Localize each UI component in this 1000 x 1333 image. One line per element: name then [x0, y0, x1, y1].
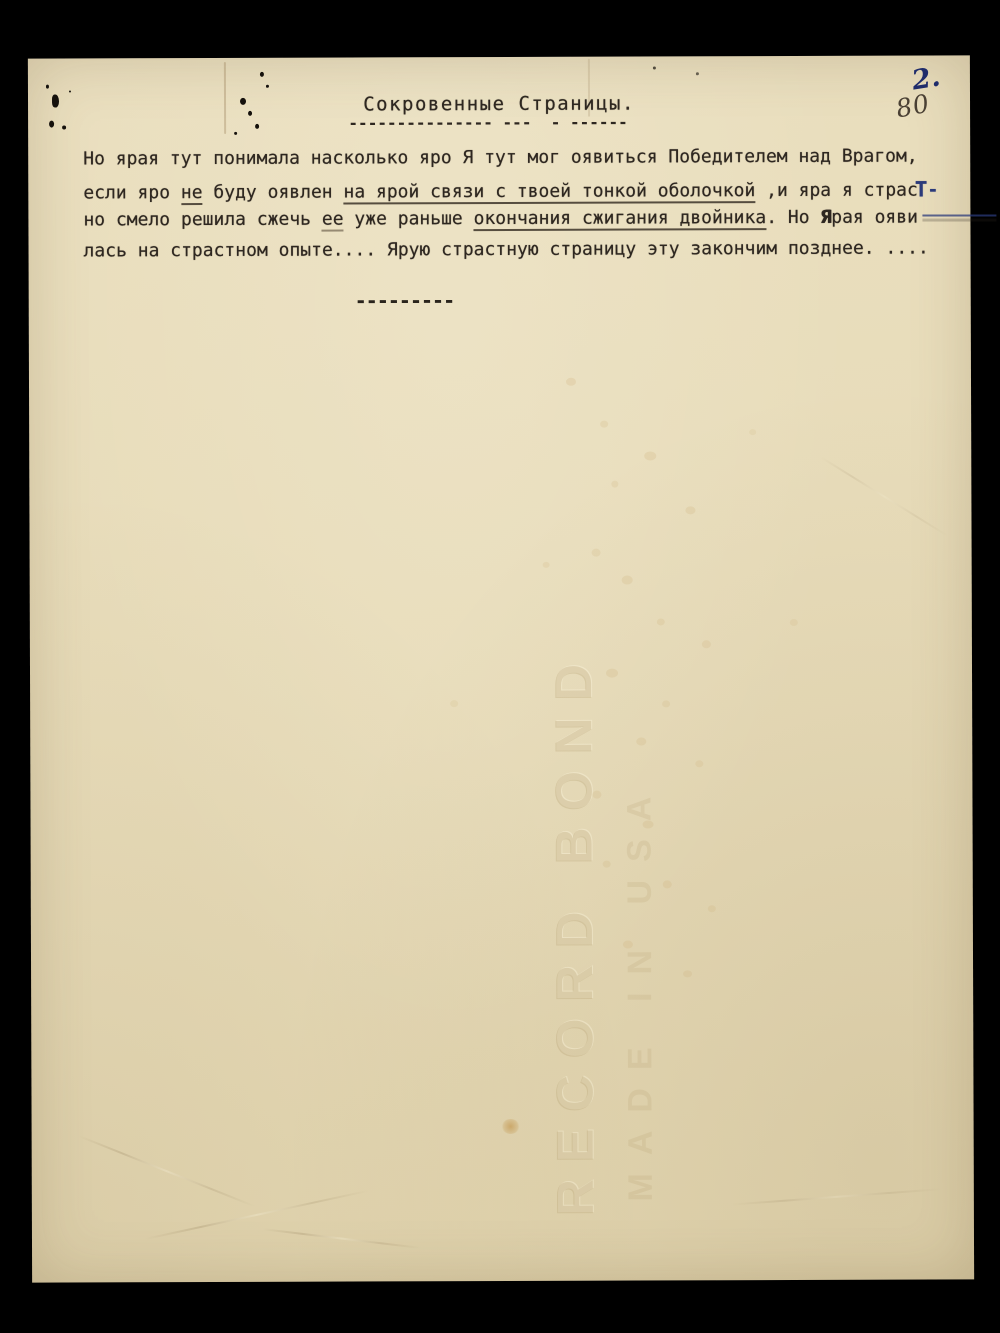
foxing-stain [685, 506, 695, 514]
typewritten-segment: не [180, 181, 203, 203]
typewritten-segment: но смело решила сжечь [83, 208, 322, 231]
ink-speck [46, 85, 49, 89]
paper-crease [144, 1190, 369, 1241]
typewritten-segment: если яро [83, 181, 181, 203]
ink-speck [696, 72, 699, 75]
typewritten-segment: буду оявлен [202, 181, 344, 203]
foxing-stain [600, 421, 608, 428]
foxing-stain [611, 481, 618, 488]
foxing-stain [592, 549, 601, 557]
foxing-stain [663, 880, 672, 888]
foxing-stain [643, 820, 654, 828]
ink-correction: - [927, 178, 936, 201]
ink-speck [266, 85, 269, 88]
typewritten-line [83, 176, 963, 210]
foxing-stain [683, 970, 692, 977]
ink-correction: Т [914, 177, 928, 202]
foxing-stain [623, 941, 633, 949]
foxing-stain [622, 576, 633, 585]
paper-crease [732, 1188, 942, 1205]
foxing-stain [662, 700, 670, 707]
foxing-stain [657, 618, 665, 625]
foxing-stain [702, 640, 711, 648]
foxing-stain [606, 669, 618, 678]
ink-speck [260, 72, 264, 77]
typewritten-segment: ее [321, 208, 344, 230]
foxing-stain [695, 760, 703, 767]
typewritten-segment: . Но [766, 206, 821, 229]
paper-watermark-brand: RECORD BOND [544, 647, 605, 1217]
typewritten-segment: Я [820, 206, 832, 228]
foxing-stain [790, 619, 798, 626]
typewritten-segment: Но ярая тут понимала насколько яро Я тут мог оявиться Победителем над Врагом, [83, 145, 918, 170]
handwritten-folio-number-pencil: 80 [893, 88, 933, 124]
typewritten-line [83, 237, 963, 271]
handwritten-page-number-ink: 2. [909, 61, 943, 97]
foxing-stain [644, 451, 656, 460]
document-page [28, 55, 974, 1282]
typewritten-line [83, 145, 963, 179]
typewritten-line [83, 206, 963, 240]
title-underline: --------------- --- - ------ [348, 112, 628, 133]
document-title: Сокровенные Страницы. [363, 92, 635, 116]
paper-crease [262, 1228, 421, 1249]
typewritten-segment: на ярой связи с твоей тонкой оболочкой [343, 179, 756, 203]
paper-crease [78, 1135, 255, 1207]
paper-crease [820, 456, 949, 537]
foxing-stain [543, 562, 550, 568]
foxing-stain [450, 700, 458, 707]
foxing-stain [749, 429, 756, 435]
foxing-stain [566, 378, 576, 386]
typewritten-segment: уже раньше [343, 208, 474, 230]
ink-speck [69, 90, 71, 92]
foxing-stain [636, 737, 646, 745]
ink-speck [653, 66, 656, 69]
ink-strikethrough [922, 208, 996, 224]
foxing-stain [603, 861, 611, 868]
foxing-stain [592, 791, 601, 799]
typewritten-paragraph [83, 145, 963, 270]
foxing-stain [708, 905, 716, 912]
separator-dashes: --------- [354, 288, 455, 313]
typewritten-segment: ,и яра я страс [755, 179, 918, 201]
paper-watermark-origin: MADE IN USA [620, 778, 660, 1202]
prominent-stain [502, 1119, 520, 1134]
typewritten-segment: лась на страстном опыте.... Ярую страстную страницу эту закончим позднее. .... [83, 237, 929, 261]
typewritten-segment: рая ояви [831, 206, 918, 228]
typewritten-segment: окончания сжигания двойника [473, 207, 767, 230]
